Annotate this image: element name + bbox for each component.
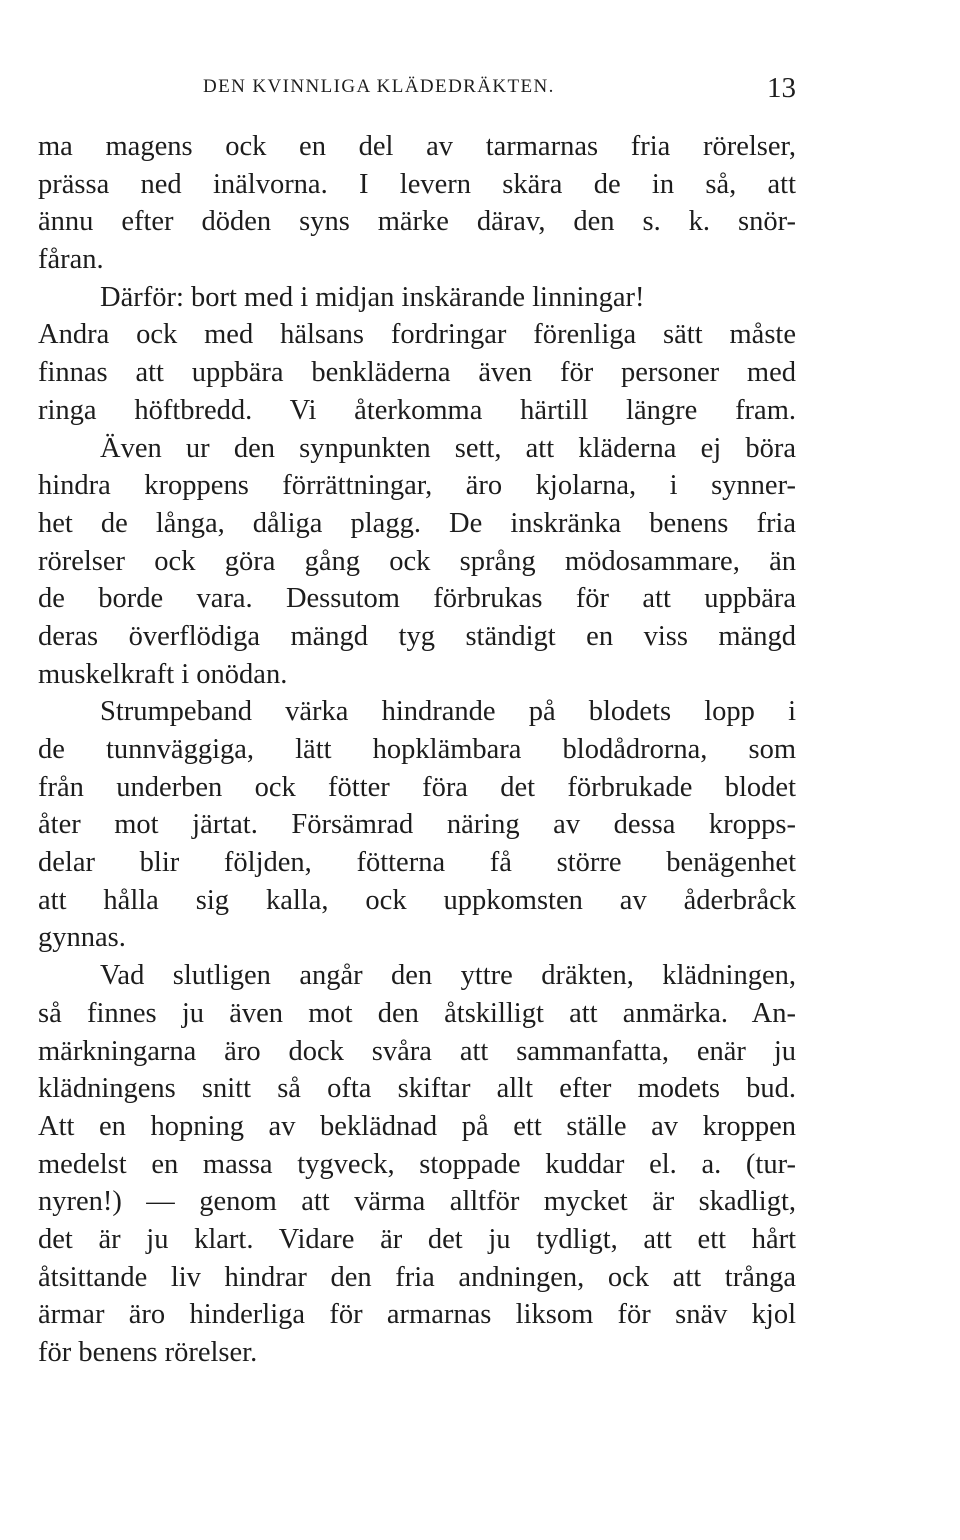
- text-line: Därför: bort med i midjan inskärande linningar!: [100, 281, 645, 313]
- text-line: Strumpeband värka hindrande på blodets lopp i: [100, 696, 796, 728]
- text-line: gynnas.: [38, 922, 126, 954]
- running-title: DEN KVINNLIGA KLÄDEDRÄKTEN.: [203, 76, 555, 97]
- text-line: de tunnväggiga, lätt hopklämbara blodådrorna, som: [38, 734, 796, 765]
- body-text: [38, 128, 796, 1372]
- text-line: muskelkraft i onödan.: [38, 658, 288, 690]
- text-line: klädningens snitt så ofta skiftar allt efter modets bud.: [38, 1073, 796, 1105]
- text-line: de borde vara. Dessutom förbrukas för att uppbära: [38, 583, 796, 615]
- text-line: Andra ock med hälsans fordringar förenliga sätt måste: [38, 319, 796, 351]
- text-line: det är ju klart. Vidare är det ju tydligt, att ett hårt: [38, 1223, 796, 1255]
- page-number: 13: [767, 72, 796, 104]
- text-line: ma magens ock en del av tarmarnas fria rörelser,: [38, 131, 796, 162]
- text-line: rörelser ock göra gång ock språng mödosammare, än: [38, 545, 796, 577]
- text-line: prässa ned inälvorna. I levern skära de in så, att: [38, 168, 796, 200]
- text-line: deras överflödiga mängd tyg ständigt en viss mängd: [38, 620, 796, 652]
- text-line: ännu efter döden syns märke därav, den s. k. snör-: [38, 206, 796, 238]
- text-line: ärmar äro hinderliga för armarnas liksom för snäv kjol: [38, 1299, 796, 1331]
- text-line: åtsittande liv hindrar den fria andningen, ock att trånga: [38, 1261, 796, 1293]
- text-line: fåran.: [38, 244, 104, 276]
- running-head: [0, 72, 796, 106]
- text-line: nyren!) — genom att värma alltför mycket är skadligt,: [38, 1186, 796, 1218]
- text-line: ringa höftbredd. Vi återkomma härtill längre fram.: [38, 394, 796, 426]
- text-line: Även ur den synpunkten sett, att kläderna ej böra: [100, 432, 796, 464]
- text-line: hindra kroppens förrättningar, äro kjolarna, i synner-: [38, 470, 796, 502]
- text-line: Vad slutligen angår den yttre dräkten, klädningen,: [100, 960, 796, 992]
- text-line: delar blir följden, fötterna få större benägenhet: [38, 847, 796, 879]
- text-line: från underben ock fötter föra det förbrukade blodet: [38, 771, 796, 803]
- text-line: finnas att uppbära benkläderna även för personer med: [38, 357, 796, 389]
- text-line: åter mot järtat. Försämrad näring av dessa kropps-: [38, 809, 796, 841]
- text-line: så finnes ju även mot den åtskilligt att anmärka. An-: [38, 997, 796, 1029]
- text-line: för benens rörelser.: [38, 1337, 258, 1368]
- text-line: märkningarna äro dock svåra att sammanfatta, enär ju: [38, 1035, 796, 1067]
- text-line: Att en hopning av beklädnad på ett ställe av kroppen: [38, 1110, 796, 1142]
- text-line: het de långa, dåliga plagg. De inskränka benens fria: [38, 507, 796, 539]
- text-line: att hålla sig kalla, ock uppkomsten av åderbråck: [38, 884, 796, 916]
- text-line: medelst en massa tygveck, stoppade kuddar el. a. (tur-: [38, 1148, 796, 1180]
